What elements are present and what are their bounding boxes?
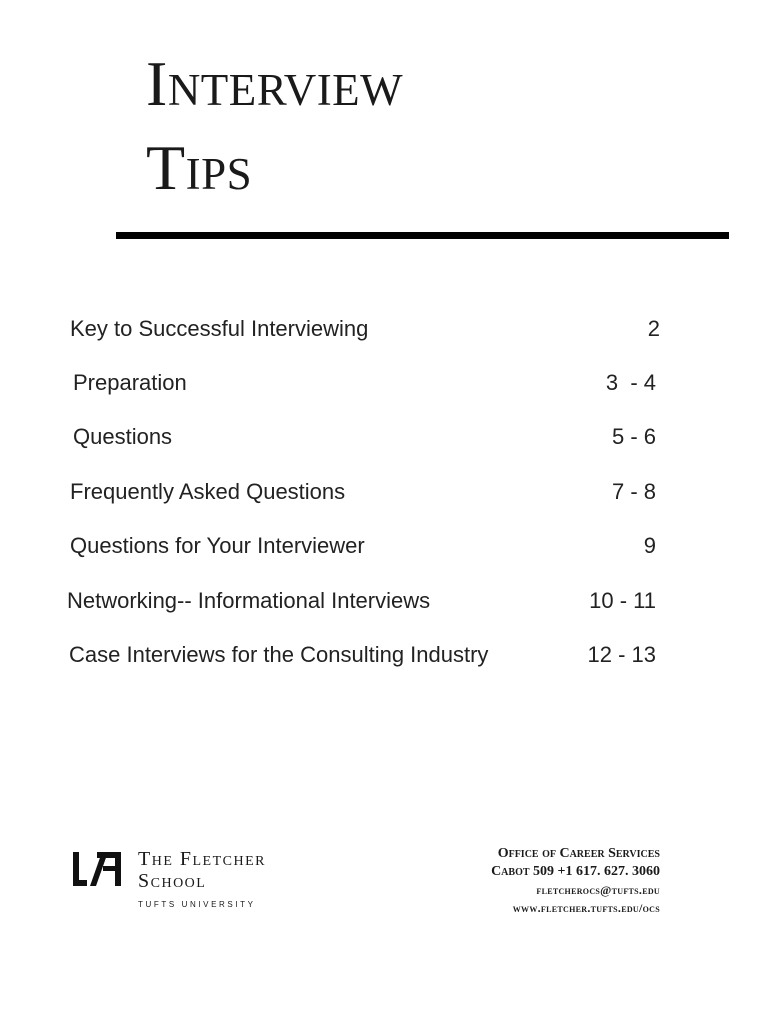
school-name [138, 848, 266, 892]
toc-item-pages: 10 - 11 [589, 588, 656, 613]
toc-item-pages: 3 - 4 [605, 370, 656, 395]
toc-item-label: Key to Successful Interviewing [70, 316, 369, 341]
toc-item-pages: 2 [647, 316, 660, 341]
toc-item-label: Frequently Asked Questions [70, 479, 346, 504]
toc-item-label: Questions for Your Interviewer [70, 533, 365, 558]
document-title [146, 42, 403, 210]
fletcher-monogram-icon [73, 850, 125, 888]
fletcher-school-logo [73, 850, 303, 920]
office-website: www.fletcher.tufts.edu/ocs [512, 901, 660, 915]
school-name-line-2: School [138, 870, 207, 892]
school-name-line-1: The Fletcher [138, 848, 266, 870]
title-line-2: Tips [146, 132, 253, 203]
office-address-phone: Cabot 509 +1 617. 627. 3060 [491, 864, 660, 879]
office-name: Office of Career Services [497, 846, 660, 861]
toc-item-label: Questions [73, 424, 173, 449]
title-line-1: Interview [146, 48, 404, 119]
toc-item-pages: 7 - 8 [611, 479, 656, 504]
toc-item-label: Networking-- Informational Interviews [67, 588, 431, 613]
contact-block [491, 845, 660, 917]
toc-item-pages: 9 [643, 533, 656, 558]
toc-item-pages: 5 - 6 [611, 424, 656, 449]
office-email: fletcherocs@tufts.edu [536, 883, 660, 897]
toc-item-label: Preparation [73, 370, 187, 395]
toc-item-label: Case Interviews for the Consulting Industry [69, 642, 489, 667]
toc-item-pages: 12 - 13 [587, 642, 656, 667]
university-name: TUFTS UNIVERSITY [138, 900, 256, 909]
title-divider [116, 232, 729, 239]
